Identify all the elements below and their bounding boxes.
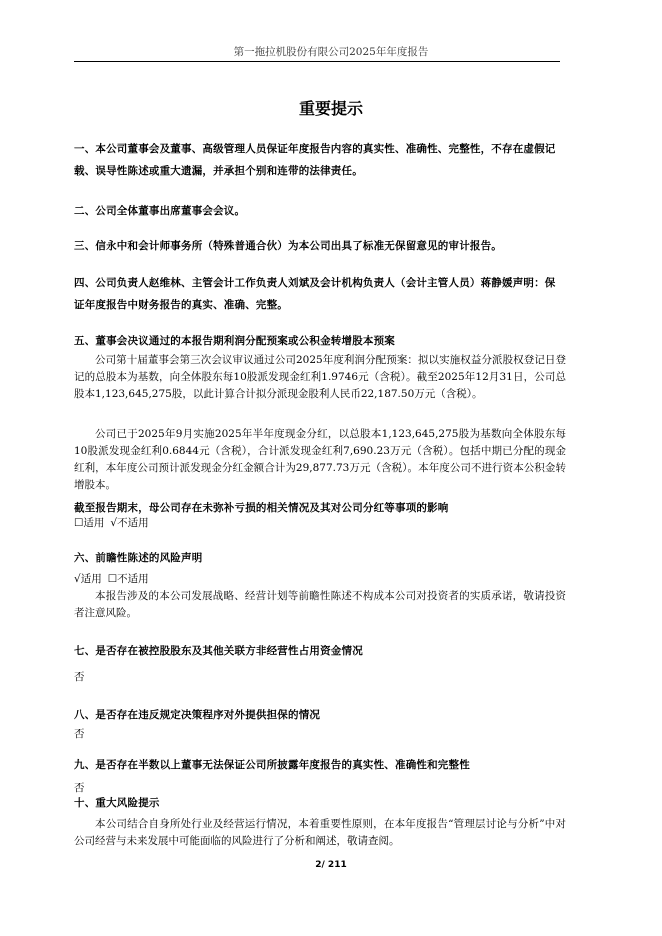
section-1: 一、本公司董事会及董事、高级管理人员保证年度报告内容的真实性、准确性、完整性，不存在虚假记载、误导性陈述或重大遗漏，并承担个别和连带的法律责任。 [74,143,556,177]
section-3: 三、信永中和会计师事务所（特殊普通合伙）为本公司出具了标准无保留意见的审计报告。 [74,240,502,252]
section-6-paragraph: 本报告涉及的本公司发展战略、经营计划等前瞻性陈述不构成本公司对投资者的实质承诺，敬请投资者注意风险。 [74,590,566,619]
section-6-heading: 六、前瞻性陈述的风险声明 [74,552,203,564]
section-5-paragraph-2: 公司已于2025年9月实施2025年半年度现金分红，以总股本1,123,645,275股为基数向全体股东每10股派发现金红利0.6844元（含税），合计派发现金红利7,690.23万元（含税）。包括中期已分配的现金红利，本年度公司预计派发现金分红金额合计为29,877.73万元（含税）。本年度公司不进行资本公积金转增股本。 [74,428,566,491]
section-7-heading: 七、是否存在被控股股东及其他关联方非经营性占用资金情况 [74,645,363,657]
section-10-heading: 十、重大风险提示 [74,797,160,809]
section-4: 四、公司负责人赵维林、主管会计工作负责人刘斌及会计机构负责人（会计主管人员）蒋静媛声明：保证年度报告中财务报告的真实、准确、完整。 [74,277,556,311]
option-not-applicable: ☐不适用 [107,573,149,585]
section-8-heading: 八、是否存在违反规定决策程序对外提供担保的情况 [74,709,321,721]
section-7-answer: 否 [74,671,85,683]
page-title: 重要提示 [298,99,363,118]
option-applicable: √适用 [74,573,102,585]
section-5-options [74,515,566,532]
page-number: 2/ 211 [315,860,347,870]
section-9-heading: 九、是否存在半数以上董事无法保证公司所披露年度报告的真实性、准确性和完整性 [74,759,470,771]
section-9-answer: 否 [74,782,85,794]
section-6-options [74,571,566,588]
section-5-paragraph-1: 公司第十届董事会第三次会议审议通过公司2025年度利润分配预案：拟以实施权益分派股权登记日登记的总股本为基数，向全体股东每10股派发现金红利1.9746元（含税）。截至2025年12月31日，公司总股本1,123,645,275股，以此计算合计拟分派现金股利人民币22,187.50万元（含税）。 [74,354,566,400]
option-applicable: ☐适用 [74,517,105,529]
header-rule [74,61,560,62]
option-not-applicable: √不适用 [110,517,149,529]
section-2: 二、公司全体董事出席董事会会议。 [74,205,246,217]
section-5-subheading: 截至报告期末，母公司存在未弥补亏损的相关情况及其对公司分红等事项的影响 [74,502,449,514]
section-8-answer: 否 [74,728,85,740]
section-5-heading: 五、董事会决议通过的本报告期利润分配预案或公积金转增股本预案 [74,335,395,347]
running-header: 第一拖拉机股份有限公司2025年年度报告 [233,46,429,58]
section-10-paragraph: 本公司结合自身所处行业及经营运行情况，本着重要性原则，在本年度报告“管理层讨论与分析”中对公司经营与未来发展中可能面临的风险进行了分析和阐述，敬请查阅。 [74,818,566,847]
